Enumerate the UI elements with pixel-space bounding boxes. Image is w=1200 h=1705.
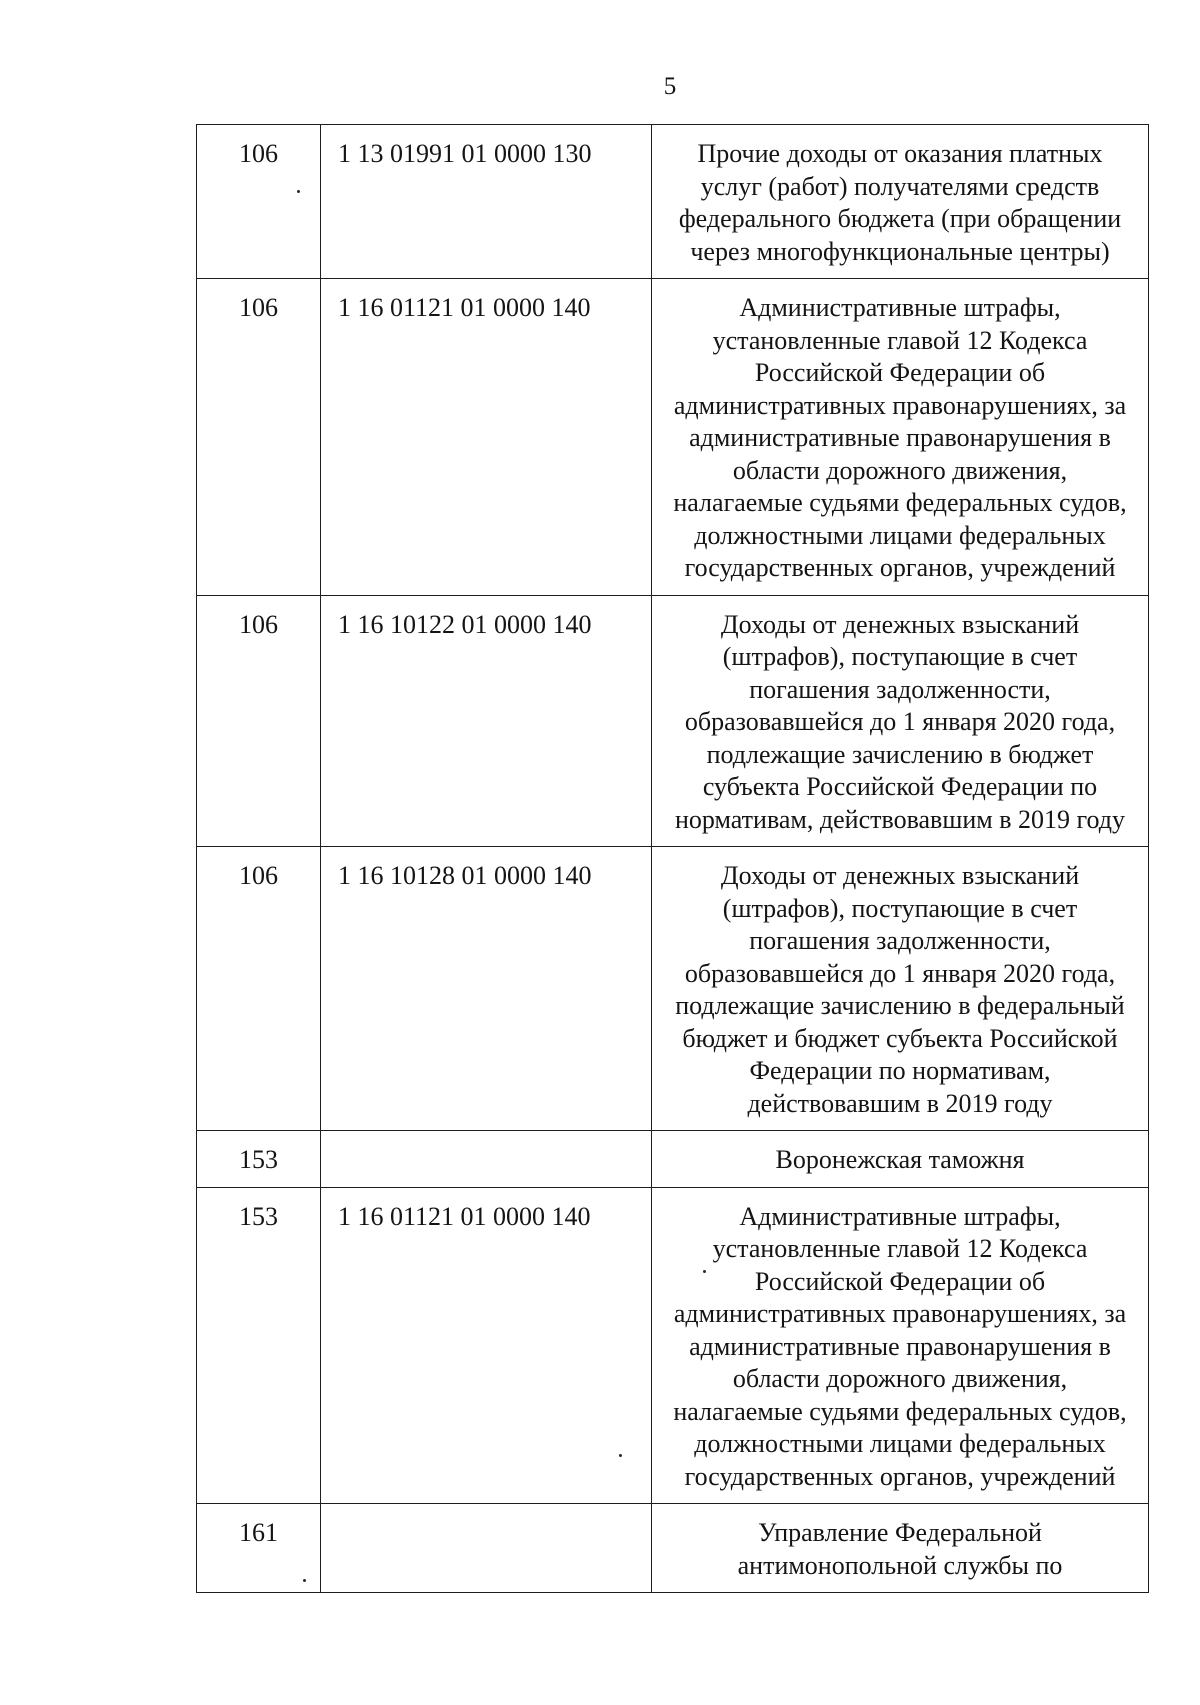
table-row — [197, 1187, 1149, 1504]
table-row — [197, 125, 1149, 279]
admin-code-cell: 106 — [197, 279, 321, 596]
description-line: подлежащие зачислению в бюджет — [706, 739, 1094, 769]
scan-speck — [619, 1454, 622, 1457]
revenue-code-cell — [321, 1131, 652, 1188]
description-line: Управление Федеральной — [758, 1518, 1042, 1547]
revenue-code-cell: 1 16 10128 01 0000 140 — [321, 847, 652, 1131]
page-number: 5 — [663, 73, 677, 100]
description-line: Прочие доходы от оказания платных — [697, 139, 1103, 168]
description-cell — [652, 1187, 1149, 1504]
description-line: услуг (работ) получателями средств — [700, 171, 1100, 201]
description-line: налагаемые судьями федеральных судов, — [673, 1396, 1127, 1426]
description-line: бюджет и бюджет субъекта Российской — [682, 1023, 1118, 1053]
admin-code-cell: 106 — [197, 125, 321, 279]
admin-code-cell: 106 — [197, 595, 321, 847]
description-line: налагаемые судьями федеральных судов, — [673, 488, 1127, 517]
description-line: Доходы от денежных взысканий — [720, 861, 1080, 890]
description-line: области дорожного движения, — [732, 1364, 1068, 1393]
description-line: установленные главой 12 Кодекса — [712, 1234, 1088, 1263]
description-line: образовавшейся до 1 января 2020 года, — [684, 958, 1116, 988]
description-line: должностными лицами федеральных — [694, 1429, 1106, 1458]
table-row — [197, 847, 1149, 1131]
description-line: погашения задолженности, — [749, 926, 1051, 955]
scan-speck — [703, 1270, 706, 1273]
table-row — [197, 1504, 1149, 1593]
revenue-code-cell: 1 16 01121 01 0000 140 — [321, 279, 652, 596]
description-line: (штрафов), поступающие в счет — [722, 642, 1078, 671]
description-line: образовавшейся до 1 января 2020 года, — [684, 707, 1116, 736]
revenue-code-cell: 1 16 01121 01 0000 140 — [321, 1187, 652, 1504]
description-line: Федерации по нормативам, — [749, 1056, 1051, 1085]
description-line: подлежащие зачислению в федеральный — [675, 991, 1125, 1020]
description-cell — [652, 125, 1149, 279]
admin-code-cell: 161 — [197, 1504, 321, 1593]
description-cell — [652, 1131, 1149, 1188]
description-line: административных правонарушениях, за — [673, 390, 1127, 420]
description-cell — [652, 279, 1149, 596]
description-line: (штрафов), поступающие в счет — [722, 893, 1078, 923]
description-line: Российской Федерации об — [754, 1266, 1046, 1296]
description-line: установленные главой 12 Кодекса — [712, 325, 1088, 355]
description-line: области дорожного движения, — [732, 455, 1068, 485]
description-line: Административные штрафы, — [739, 293, 1061, 322]
table-row — [197, 1131, 1149, 1188]
description-line: субъекта Российской Федерации по — [702, 772, 1098, 801]
revenue-code-cell: 1 16 10122 01 0000 140 — [321, 595, 652, 847]
description-line: должностными лицами федеральных — [694, 520, 1106, 550]
description-line: федерального бюджета (при обращении — [678, 204, 1122, 233]
admin-code-cell: 106 — [197, 847, 321, 1131]
table-row — [197, 595, 1149, 847]
description-line: государственных органов, учреждений — [684, 1461, 1116, 1491]
description-line: административных правонарушениях, за — [673, 1299, 1127, 1328]
table-row — [197, 279, 1149, 596]
description-cell — [652, 1504, 1149, 1593]
description-line: Доходы от денежных взысканий — [720, 609, 1080, 639]
revenue-code-cell — [321, 1504, 652, 1593]
table-body — [197, 125, 1149, 1593]
scan-speck — [297, 190, 300, 193]
admin-code-cell: 153 — [197, 1131, 321, 1188]
description-line: действовавшим в 2019 году — [747, 1088, 1053, 1118]
description-line: антимонопольной службы по — [737, 1550, 1063, 1580]
description-line: Административные штрафы, — [739, 1201, 1061, 1231]
scan-speck — [303, 1579, 306, 1582]
description-line: административные правонарушения в — [689, 1331, 1111, 1361]
description-line: административные правонарушения в — [689, 423, 1111, 452]
description-cell — [652, 847, 1149, 1131]
description-line: государственных органов, учреждений — [684, 553, 1116, 582]
description-cell — [652, 595, 1149, 847]
revenue-code-cell: 1 13 01991 01 0000 130 — [321, 125, 652, 279]
admin-code-cell: 153 — [197, 1187, 321, 1504]
description-line: нормативам, действовавшим в 2019 году — [675, 804, 1125, 834]
description-line: Воронежская таможня — [775, 1145, 1025, 1174]
description-line: погашения задолженности, — [749, 674, 1051, 704]
description-line: через многофункциональные центры) — [690, 236, 1110, 266]
description-line: Российской Федерации об — [754, 358, 1046, 387]
revenue-codes-table — [196, 124, 1149, 1593]
